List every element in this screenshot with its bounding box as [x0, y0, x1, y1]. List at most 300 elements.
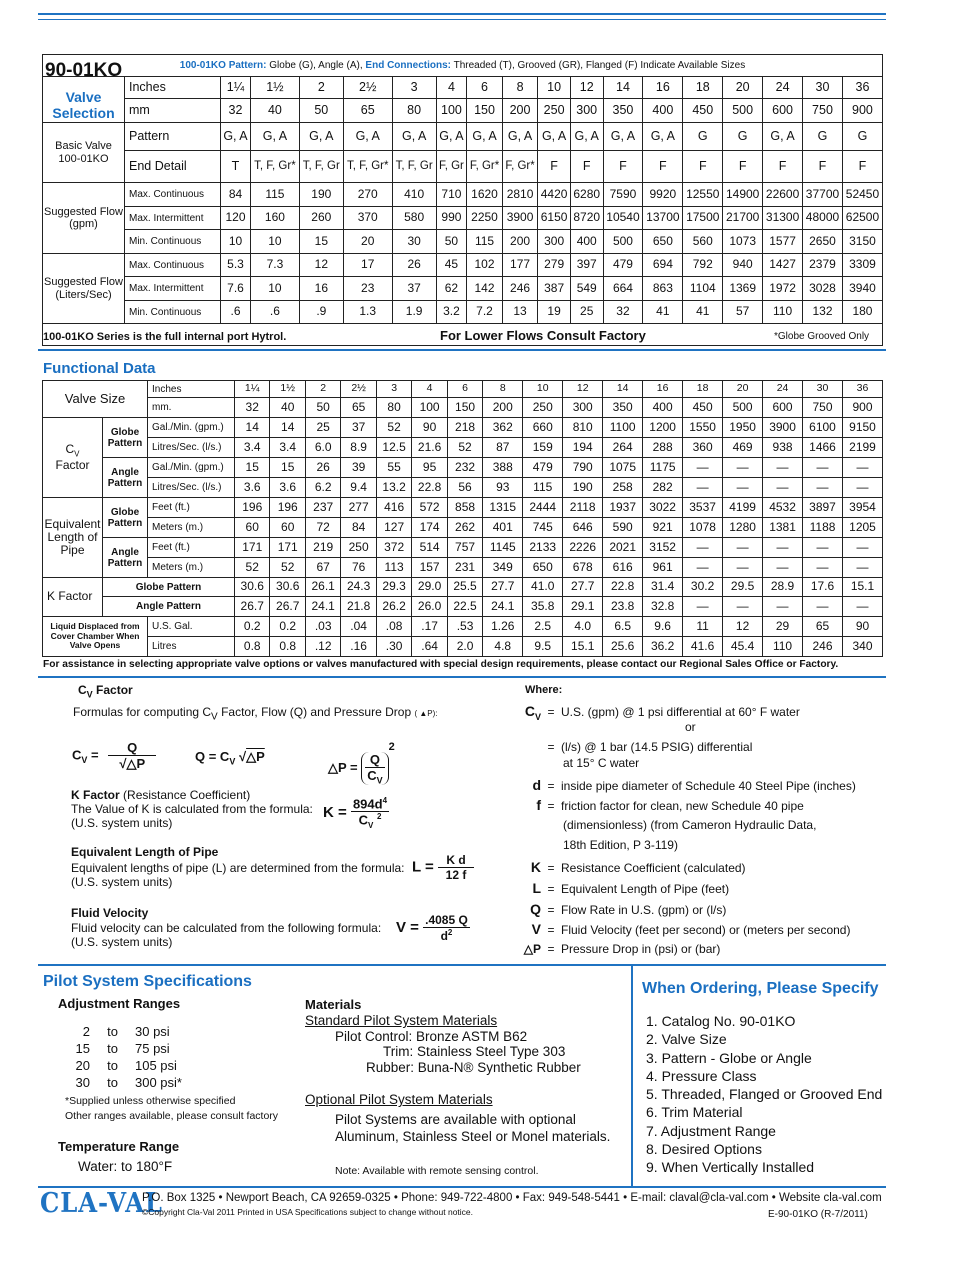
- cell: 6.5: [603, 617, 643, 637]
- selection-row-ls-min-cont: [43, 301, 883, 324]
- adjustment-note-2: Other ranges available, please consult factory: [65, 1110, 279, 1122]
- cell: 80: [376, 398, 411, 418]
- opt-materials-heading: Optional Pilot System Materials: [305, 1092, 493, 1107]
- cell: 7.6: [221, 277, 251, 301]
- cell: 500: [723, 99, 763, 123]
- cell: 50: [436, 230, 467, 254]
- cell: 246: [502, 277, 538, 301]
- cell: 678: [563, 558, 603, 578]
- cell: 1315: [483, 498, 523, 518]
- cell: 750: [803, 99, 843, 123]
- functional-row-eq-angle-m: [43, 558, 883, 578]
- cell: 10540: [603, 207, 643, 230]
- cell: 9150: [843, 418, 883, 438]
- legend-l: L = Equivalent Length of Pipe (feet): [532, 880, 730, 896]
- cell: 29.5: [723, 578, 763, 597]
- cell: 1075: [603, 458, 643, 478]
- cell: 55: [376, 458, 411, 478]
- cell: 549: [570, 277, 603, 301]
- footer-address: P.O. Box 1325 • Newport Beach, CA 92659-0325 • Phone: 949-722-4800 • Fax: 949-548-5441 • E-mail: claval@cla-val.com • Website cla-val.com: [142, 1192, 882, 1204]
- cell: G, A: [538, 123, 571, 151]
- k-factor-label: K Factor: [43, 578, 103, 617]
- functional-data-title: Functional Data: [43, 360, 156, 377]
- cell: 1205: [843, 518, 883, 538]
- cell: 1.26: [483, 617, 523, 637]
- cell: 26: [392, 254, 436, 277]
- ordering-item: 7. Adjustment Range: [646, 1122, 776, 1139]
- cell: 41: [643, 301, 683, 324]
- temperature-value: Water: to 180°F: [78, 1159, 173, 1174]
- ordering-item: 9. When Vertically Installed: [646, 1159, 815, 1176]
- cell: 26.0: [412, 597, 447, 617]
- cell: 180: [842, 301, 882, 324]
- cell: 3940: [842, 277, 882, 301]
- cell: 401: [483, 518, 523, 538]
- cell: 142: [467, 277, 503, 301]
- cell: 11: [683, 617, 723, 637]
- eq-length-units: (U.S. system units): [71, 875, 173, 889]
- cell: —: [803, 458, 843, 478]
- ls-group-label: Suggested Flow (Liters/Sec): [43, 254, 125, 324]
- cell: 110: [763, 301, 803, 324]
- cell: 30.6: [270, 578, 305, 597]
- cell: 1972: [763, 277, 803, 301]
- cell: F: [570, 151, 603, 183]
- cell: —: [843, 538, 883, 558]
- cell: 22.5: [447, 597, 482, 617]
- cell: 921: [643, 518, 683, 538]
- cell: 15: [270, 458, 305, 478]
- cell: 2133: [523, 538, 563, 558]
- cell: G, A: [763, 123, 803, 151]
- range-row: 20 to 105 psi: [75, 1058, 177, 1073]
- cell: .9: [299, 301, 343, 324]
- ordering-title: When Ordering, Please Specify: [642, 980, 879, 997]
- cell: 616: [603, 558, 643, 578]
- selection-row-mm: [43, 99, 883, 123]
- cell: 600: [763, 99, 803, 123]
- cell: 10: [250, 277, 299, 301]
- valve-selection-label: Valve Selection: [43, 77, 125, 123]
- cell: 200: [502, 230, 538, 254]
- selection-row-gpm-max-cont: [43, 183, 883, 207]
- legend-p: △P = Pressure Drop in (psi) or (bar): [523, 942, 721, 956]
- cell: 37700: [803, 183, 843, 207]
- cell: 1073: [723, 230, 763, 254]
- cell: 218: [447, 418, 482, 438]
- cell: F, Gr*: [502, 151, 538, 183]
- cell: 1¼: [235, 381, 270, 398]
- cell: —: [803, 558, 843, 578]
- cell: —: [843, 597, 883, 617]
- cell: 29.3: [376, 578, 411, 597]
- cell: 90: [412, 418, 447, 438]
- cell: 20: [723, 77, 763, 99]
- cell: 3897: [803, 498, 843, 518]
- cell: 7.3: [250, 254, 299, 277]
- cell: 416: [376, 498, 411, 518]
- cell: 196: [270, 498, 305, 518]
- cell: 39: [341, 458, 376, 478]
- cell: 479: [523, 458, 563, 478]
- cell: 15: [299, 230, 343, 254]
- cell: 231: [447, 558, 482, 578]
- selection-row-gpm-max-int: [43, 207, 883, 230]
- model-title: 90-01KO: [45, 60, 123, 81]
- cell: 15.1: [563, 637, 603, 657]
- cell: 0.8: [270, 637, 305, 657]
- cell: 469: [723, 438, 763, 458]
- cell: 12: [723, 617, 763, 637]
- cell: —: [683, 597, 723, 617]
- cell: 87: [483, 438, 523, 458]
- cv-factor-heading: $C_V$ Factor: [78, 683, 133, 700]
- cell: —: [843, 558, 883, 578]
- cell: 3028: [803, 277, 843, 301]
- cell: 900: [842, 99, 882, 123]
- cell: 65: [343, 99, 392, 123]
- row-label: Litres/Sec. (l/s.): [148, 478, 235, 498]
- cell: 50: [305, 398, 340, 418]
- cell: 17500: [683, 207, 723, 230]
- cell: 1104: [683, 277, 723, 301]
- cell: .08: [376, 617, 411, 637]
- cell: 32.8: [643, 597, 683, 617]
- cell: 232: [447, 458, 482, 478]
- range-row: 2 to 30 psi: [82, 1024, 170, 1039]
- k-factor-units: (U.S. system units): [71, 816, 173, 830]
- cell: 362: [483, 418, 523, 438]
- row-label: Inches: [125, 77, 221, 99]
- cell: 16: [299, 277, 343, 301]
- cell: 2021: [603, 538, 643, 558]
- cell: 26.7: [270, 597, 305, 617]
- cell: 18: [683, 381, 723, 398]
- cell: 150: [467, 99, 503, 123]
- cell: 22.8: [603, 578, 643, 597]
- cell: —: [683, 558, 723, 578]
- cell: 48000: [803, 207, 843, 230]
- cell: 0.8: [235, 637, 270, 657]
- cell: 3.4: [270, 438, 305, 458]
- cell: 2650: [803, 230, 843, 254]
- cell: 21700: [723, 207, 763, 230]
- cell: 262: [447, 518, 482, 538]
- cell: 400: [643, 398, 683, 418]
- cell: 190: [563, 478, 603, 498]
- cell: 479: [603, 254, 643, 277]
- cell: 750: [803, 398, 843, 418]
- functional-row-inches: [43, 381, 883, 398]
- cell: G, A: [603, 123, 643, 151]
- cell: 45: [436, 254, 467, 277]
- cell: 29: [763, 617, 803, 637]
- cell: 2444: [523, 498, 563, 518]
- ordering-list: [646, 1012, 882, 1177]
- cell: 219: [305, 538, 340, 558]
- cell: 8720: [570, 207, 603, 230]
- cell: 863: [643, 277, 683, 301]
- cell: 4.0: [563, 617, 603, 637]
- claval-logo: CLA-VAL: [40, 1188, 163, 1219]
- fluid-velocity-units: (U.S. system units): [71, 935, 173, 949]
- cell: 279: [538, 254, 571, 277]
- cell: 120: [221, 207, 251, 230]
- selection-info: 100-01KO Pattern: Globe (G), Angle (A), End Connections: Threaded (T), Grooved (GR), Flanged (F) Indicate Available Sizes: [43, 55, 883, 77]
- cell: —: [723, 478, 763, 498]
- cell: 2226: [563, 538, 603, 558]
- cell: 792: [683, 254, 723, 277]
- cell: 24.1: [305, 597, 340, 617]
- cell: 370: [343, 207, 392, 230]
- cell: 6150: [538, 207, 571, 230]
- cell: 6.2: [305, 478, 340, 498]
- cell: 990: [436, 207, 467, 230]
- cell: 2810: [502, 183, 538, 207]
- legend-cv-alt: = (l/s) @ 1 bar (14.5 PSIG) differential: [547, 740, 753, 754]
- cell: 1188: [803, 518, 843, 538]
- selection-footer-left: 100-01KO Series is the full internal port Hytrol.: [43, 331, 287, 343]
- cell: 372: [376, 538, 411, 558]
- cell: 84: [341, 518, 376, 538]
- cell: 62: [436, 277, 467, 301]
- cell: 1½: [270, 381, 305, 398]
- cell: 246: [803, 637, 843, 657]
- row-label: Feet (ft.): [148, 538, 235, 558]
- cell: 29.0: [412, 578, 447, 597]
- cell: F, Gr*: [467, 151, 503, 183]
- cell: G: [723, 123, 763, 151]
- cell: 14: [603, 381, 643, 398]
- selection-row-ls-max-int: [43, 277, 883, 301]
- row-label: Gal./Min. (gpm.): [148, 458, 235, 478]
- cell: 4.8: [483, 637, 523, 657]
- cell: .53: [447, 617, 482, 637]
- cell: .17: [412, 617, 447, 637]
- cell: F: [763, 151, 803, 183]
- functional-row-eq-globe-m: [43, 518, 883, 538]
- pilot-title: Pilot System Specifications: [43, 973, 252, 990]
- selection-row-ls-max-cont: [43, 254, 883, 277]
- cell: 282: [643, 478, 683, 498]
- cell: .30: [376, 637, 411, 657]
- cell: 30: [803, 77, 843, 99]
- cell: .6: [221, 301, 251, 324]
- k-formula: K = $\frac{894d^4}{C_V ^2}$: [323, 796, 388, 831]
- cell: 62500: [842, 207, 882, 230]
- range-row: 15 to 75 psi: [75, 1041, 170, 1056]
- cell: 3152: [643, 538, 683, 558]
- cell: 258: [603, 478, 643, 498]
- cell: 24: [763, 381, 803, 398]
- opt-material-2: Aluminum, Stainless Steel or Monel materials.: [335, 1129, 611, 1144]
- cell: G: [842, 123, 882, 151]
- selection-row-inches: [43, 77, 883, 99]
- selection-row-gpm-min-cont: [43, 230, 883, 254]
- cell: G, A: [250, 123, 299, 151]
- cell: 84: [221, 183, 251, 207]
- cell: 25.5: [447, 578, 482, 597]
- fluid-velocity-text: Fluid velocity can be calculated from the following formula:: [71, 921, 382, 935]
- cell: 1078: [683, 518, 723, 538]
- l-formula: L = $\frac{\text{K d}}{12 f}$: [412, 853, 474, 882]
- cell: 24.3: [341, 578, 376, 597]
- row-label: End Detail: [125, 151, 221, 183]
- cell: 2379: [803, 254, 843, 277]
- cell: 1200: [643, 418, 683, 438]
- row-label: Inches: [148, 381, 235, 398]
- adjustment-note-1: *Supplied unless otherwise specified: [65, 1095, 236, 1107]
- ordering-item: 1. Catalog No. 90-01KO: [646, 1013, 796, 1029]
- cell: 961: [643, 558, 683, 578]
- cell: 32: [221, 99, 251, 123]
- selection-footer-right: *Globe Grooved Only: [774, 331, 870, 342]
- cell: 13.2: [376, 478, 411, 498]
- footer-copyright: ©Copyright Cla-Val 2011 Printed in USA Specifications subject to change without notice.: [142, 1207, 474, 1217]
- cell: T, F, Gr: [392, 151, 436, 183]
- cell: 360: [683, 438, 723, 458]
- cell: 9920: [643, 183, 683, 207]
- cell: 95: [412, 458, 447, 478]
- row-label: Max. Continuous: [125, 183, 221, 207]
- cell: 250: [523, 398, 563, 418]
- fluid-velocity-heading: Fluid Velocity: [71, 906, 149, 920]
- cell: 1.9: [392, 301, 436, 324]
- cell: 28.9: [763, 578, 803, 597]
- cell: .03: [305, 617, 340, 637]
- std-material-3: Rubber: Buna-N® Synthetic Rubber: [366, 1060, 581, 1075]
- legend-f3: 18th Edition, P 3-119): [563, 838, 678, 852]
- cell: 7.2: [467, 301, 503, 324]
- cell: 3537: [683, 498, 723, 518]
- cell: 1381: [763, 518, 803, 538]
- legend-d: d = inside pipe diameter of Schedule 40 Steel Pipe (inches): [532, 777, 856, 793]
- angle-pattern-label: Angle Pattern: [103, 458, 148, 498]
- cell: 41: [683, 301, 723, 324]
- cell: 350: [603, 99, 643, 123]
- cell: 15.1: [843, 578, 883, 597]
- cell: 0.2: [235, 617, 270, 637]
- cell: 397: [570, 254, 603, 277]
- cell: 514: [412, 538, 447, 558]
- cell: 1427: [763, 254, 803, 277]
- cell: 157: [412, 558, 447, 578]
- cell: 32: [235, 398, 270, 418]
- cell: 288: [643, 438, 683, 458]
- k-factor-text: The Value of K is calculated from the formula:: [71, 802, 313, 816]
- cell: 76: [341, 558, 376, 578]
- cell: .12: [305, 637, 340, 657]
- functional-row-disp-l: [43, 637, 883, 657]
- cell: 5.3: [221, 254, 251, 277]
- cell: 2250: [467, 207, 503, 230]
- angle-pattern-label: Angle Pattern: [103, 538, 148, 578]
- ordering-item: 4. Pressure Class: [646, 1067, 757, 1084]
- row-label: Meters (m.): [148, 558, 235, 578]
- cell: —: [683, 478, 723, 498]
- cell: —: [803, 597, 843, 617]
- cell: T: [221, 151, 251, 183]
- eq-length-text: Equivalent lengths of pipe (L) are determined from the formula:: [71, 861, 405, 875]
- cell: 3.6: [235, 478, 270, 498]
- selection-row-end-detail: [43, 151, 883, 183]
- cell: 115: [467, 230, 503, 254]
- cell: 23: [343, 277, 392, 301]
- selection-header: [45, 60, 125, 82]
- cell: 15: [235, 458, 270, 478]
- legend-f: f = friction factor for clean, new Schedule 40 pipe: [536, 797, 804, 813]
- gpm-group-label: Suggested Flow (gpm): [43, 183, 125, 254]
- cell: 710: [436, 183, 467, 207]
- functional-row-disp-gal: [43, 617, 883, 637]
- adjustment-ranges: [62, 1024, 182, 1092]
- cell: 660: [523, 418, 563, 438]
- cell: 580: [392, 207, 436, 230]
- cell: 250: [341, 538, 376, 558]
- cell: 60: [270, 518, 305, 538]
- cell: 40: [250, 99, 299, 123]
- cv-factor-label: $C_V$ Factor: [43, 418, 103, 498]
- cell: 14: [235, 418, 270, 438]
- ordering-item: 2. Valve Size: [646, 1031, 727, 1048]
- cell: 1950: [723, 418, 763, 438]
- cell: 41.0: [523, 578, 563, 597]
- cell: F: [723, 151, 763, 183]
- cell: —: [763, 538, 803, 558]
- cell: 1550: [683, 418, 723, 438]
- cell: 940: [723, 254, 763, 277]
- cell: 270: [343, 183, 392, 207]
- cell: G, A: [343, 123, 392, 151]
- cell: 23.8: [603, 597, 643, 617]
- cell: 650: [643, 230, 683, 254]
- cell: 27.7: [563, 578, 603, 597]
- valve-size-label: Valve Size: [43, 381, 148, 418]
- cell: 80: [392, 99, 436, 123]
- cell: 2½: [341, 381, 376, 398]
- legend-q: Q = Flow Rate in U.S. (gpm) or (l/s): [530, 901, 727, 917]
- row-label: Max. Continuous: [125, 254, 221, 277]
- cell: 16: [643, 77, 683, 99]
- cell: 500: [723, 398, 763, 418]
- cell: F: [643, 151, 683, 183]
- globe-pattern-label: Globe Pattern: [103, 418, 148, 458]
- cell: G, A: [570, 123, 603, 151]
- cell: 20: [723, 381, 763, 398]
- cell: 590: [603, 518, 643, 538]
- cell: 858: [447, 498, 482, 518]
- cell: 6.0: [305, 438, 340, 458]
- cell: T, F, Gr*: [250, 151, 299, 183]
- cell: 56: [447, 478, 482, 498]
- cell: 264: [603, 438, 643, 458]
- cell: 30: [803, 381, 843, 398]
- cell: F: [842, 151, 882, 183]
- cell: 6100: [803, 418, 843, 438]
- cell: 22.8: [412, 478, 447, 498]
- cell: —: [683, 458, 723, 478]
- functional-row-cv-globe-ls: [43, 438, 883, 458]
- cell: 12: [299, 254, 343, 277]
- cell: 18: [683, 77, 723, 99]
- cell: 388: [483, 458, 523, 478]
- cell: 50: [299, 99, 343, 123]
- cell: 8: [502, 77, 538, 99]
- cell: 664: [603, 277, 643, 301]
- cell: 17.6: [803, 578, 843, 597]
- cell: G: [683, 123, 723, 151]
- cell: .6: [250, 301, 299, 324]
